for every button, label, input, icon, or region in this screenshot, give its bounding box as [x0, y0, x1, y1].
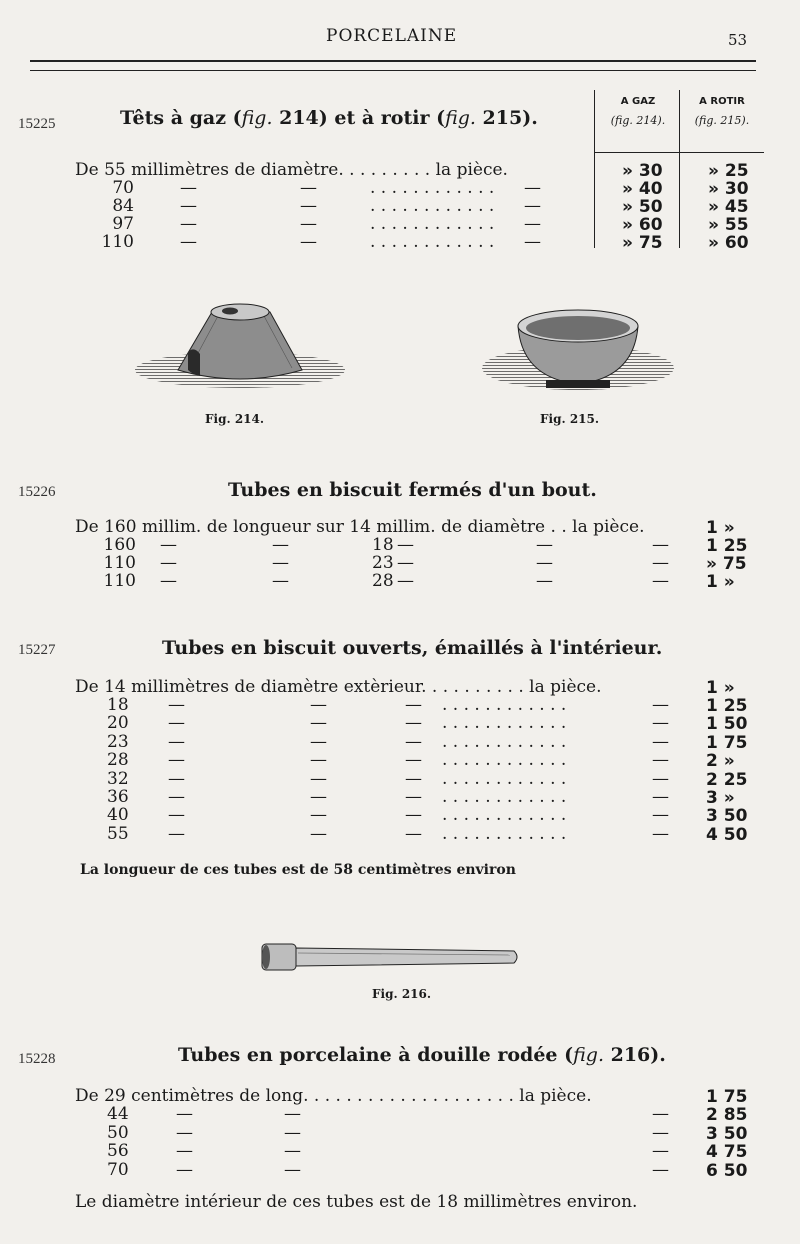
leader-dots: . . . . . . . . . . . . — [370, 196, 495, 216]
size-value: 18 — [107, 695, 129, 715]
size-value: 23 — [107, 731, 129, 752]
reference-number: 15228 — [18, 1051, 56, 1067]
figure-caption: Fig. 214. — [205, 412, 265, 426]
header-rule — [30, 60, 756, 62]
section-note: La longueur de ces tubes est de 58 centimètres environ — [80, 862, 516, 878]
size-value: 70 — [107, 1159, 129, 1180]
size-value: 32 — [107, 768, 129, 789]
price: 3 » — [706, 788, 735, 808]
column-rule — [594, 90, 595, 248]
size-value: 36 — [107, 787, 129, 807]
ditto-mark: — — [405, 731, 422, 752]
ditto-mark: — — [652, 750, 669, 771]
size-value: 55 — [107, 823, 129, 844]
ditto-mark: — — [652, 713, 669, 734]
ditto-mark: — — [524, 232, 541, 252]
ditto-mark: — — [310, 695, 327, 715]
page-number: 53 — [728, 31, 748, 49]
column-subheader-gaz: (fig. 214). — [610, 114, 666, 127]
ditto-mark: — — [272, 571, 289, 591]
ditto-mark: — — [310, 731, 327, 752]
price: 2 » — [706, 751, 735, 772]
ditto-mark: — — [300, 214, 317, 234]
price: 2 25 — [706, 769, 748, 790]
ditto-mark: — — [652, 768, 669, 789]
ditto-mark: — — [652, 823, 669, 844]
price-gaz: » 30 — [622, 161, 663, 181]
ditto-mark: — — [405, 787, 422, 807]
ditto-mark: — — [536, 535, 553, 555]
ditto-mark: — — [310, 805, 327, 826]
ditto-mark: — — [652, 805, 669, 826]
ditto-mark: — — [310, 823, 327, 844]
ditto-mark: — — [524, 178, 541, 198]
ditto-mark: — — [168, 750, 185, 771]
price-rotir: » 30 — [708, 179, 749, 199]
price: 4 75 — [706, 1142, 748, 1162]
price: 3 50 — [706, 1123, 748, 1144]
ditto-mark: — — [160, 553, 177, 573]
header-rule-thin — [30, 70, 756, 71]
ditto-mark: — — [310, 713, 327, 734]
leader-dots: . . . . . . . . . . . . — [442, 750, 567, 771]
ditto-mark: — — [180, 196, 197, 216]
leader-dots: . . . . . . . . . . . . — [442, 805, 567, 826]
price: 1 50 — [706, 714, 748, 735]
price: 1 75 — [706, 1087, 748, 1107]
price-gaz: » 75 — [622, 233, 663, 253]
diameter-value: 18 — [372, 535, 394, 555]
list-item: De 14 millimètres de diamètre extèrieur. . . . . . . . . . la pièce. — [75, 677, 602, 697]
ditto-mark: — — [397, 535, 414, 555]
ditto-mark: — — [652, 1141, 669, 1161]
ditto-mark: — — [284, 1122, 301, 1143]
ditto-mark: — — [652, 787, 669, 807]
size-value: 28 — [107, 750, 129, 771]
diameter-value: 28 — [372, 571, 394, 591]
price: » 75 — [706, 554, 747, 574]
size-value: 56 — [107, 1141, 129, 1161]
leader-dots: . . . . . . . . . . . . — [442, 695, 567, 715]
price: 1 75 — [706, 732, 748, 753]
ditto-mark: — — [160, 535, 177, 555]
fig-214-gas-burner-illustration — [130, 290, 350, 402]
ditto-mark: — — [168, 787, 185, 807]
price: 1 25 — [706, 696, 748, 716]
ditto-mark: — — [652, 535, 669, 555]
leader-dots: . . . . . . . . . . . . — [442, 768, 567, 789]
price: 6 50 — [706, 1160, 748, 1181]
leader-dots: . . . . . . . . . . . . — [370, 214, 495, 234]
ditto-mark: — — [168, 805, 185, 826]
size-value: 44 — [107, 1104, 129, 1124]
ditto-mark: — — [168, 713, 185, 734]
price-gaz: » 50 — [622, 197, 663, 217]
length-value: 110 — [103, 571, 136, 591]
ditto-mark: — — [176, 1159, 193, 1180]
size-value: 84 — [112, 196, 134, 216]
size-value: 50 — [107, 1122, 129, 1143]
ditto-mark: — — [397, 553, 414, 573]
price-rotir: » 45 — [708, 197, 749, 217]
ditto-mark: — — [652, 1159, 669, 1180]
ditto-mark: — — [310, 787, 327, 807]
price: 3 50 — [706, 806, 748, 827]
reference-number: 15225 — [18, 116, 56, 132]
column-header-rule — [594, 152, 764, 153]
ditto-mark: — — [300, 232, 317, 252]
ditto-mark: — — [310, 750, 327, 771]
leader-dots: . . . . . . . . . . . . — [370, 178, 495, 198]
list-item: De 160 millim. de longueur sur 14 millim. de diamètre . . la pièce. — [75, 517, 645, 537]
price-gaz: » 40 — [622, 179, 663, 199]
ditto-mark: — — [397, 571, 414, 591]
size-value: 40 — [107, 805, 129, 826]
ditto-mark: — — [652, 1122, 669, 1143]
ditto-mark: — — [180, 178, 197, 198]
price: 1 » — [706, 518, 735, 538]
leader-dots: . . . . . . . . . . . . — [442, 823, 567, 844]
section-note: Le diamètre intérieur de ces tubes est de 18 millimètres environ. — [75, 1192, 638, 1212]
size-value: 97 — [112, 214, 134, 234]
ditto-mark: — — [284, 1159, 301, 1180]
column-subheader-rotir: (fig. 215). — [694, 114, 750, 127]
list-item: De 29 centimètres de long. . . . . . . . . . . . . . . . . . . . la pièce. — [75, 1086, 592, 1106]
ditto-mark: — — [652, 553, 669, 573]
ditto-mark: — — [300, 196, 317, 216]
leader-dots: . . . . . . . . . . . . — [442, 731, 567, 752]
ditto-mark: — — [284, 1104, 301, 1124]
ditto-mark: — — [284, 1141, 301, 1161]
price: 1 25 — [706, 536, 748, 556]
ditto-mark: — — [536, 553, 553, 573]
ditto-mark: — — [176, 1141, 193, 1161]
reference-number: 15227 — [18, 642, 56, 658]
ditto-mark: — — [310, 768, 327, 789]
ditto-mark: — — [180, 232, 197, 252]
size-value: 110 — [101, 232, 134, 252]
price-gaz: » 60 — [622, 215, 663, 235]
column-rule — [679, 90, 680, 248]
size-value: 70 — [112, 178, 134, 198]
ditto-mark: — — [405, 695, 422, 715]
figure-caption: Fig. 216. — [372, 987, 432, 1001]
page-title: PORCELAINE — [326, 26, 458, 46]
section-title: Têts à gaz (fig. 214) et à rotir (fig. 215). — [120, 107, 538, 129]
ditto-mark: — — [168, 695, 185, 715]
ditto-mark: — — [405, 713, 422, 734]
price-rotir: » 60 — [708, 233, 749, 253]
ditto-mark: — — [168, 768, 185, 789]
price: 1 » — [706, 572, 735, 592]
length-value: 110 — [103, 553, 136, 573]
figure-caption: Fig. 215. — [540, 412, 600, 426]
ditto-mark: — — [300, 178, 317, 198]
ditto-mark: — — [652, 731, 669, 752]
ditto-mark: — — [176, 1104, 193, 1124]
list-item: De 55 millimètres de diamètre. . . . . . . . . la pièce. — [75, 160, 508, 180]
ditto-mark: — — [160, 571, 177, 591]
leader-dots: . . . . . . . . . . . . — [370, 232, 495, 252]
section-title: Tubes en biscuit fermés d'un bout. — [228, 479, 597, 501]
ditto-mark: — — [405, 823, 422, 844]
ditto-mark: — — [168, 823, 185, 844]
ditto-mark: — — [405, 805, 422, 826]
fig-215-roasting-dish-illustration — [478, 298, 678, 400]
size-value: 20 — [107, 713, 129, 734]
ditto-mark: — — [176, 1122, 193, 1143]
ditto-mark: — — [180, 214, 197, 234]
price: 4 50 — [706, 824, 748, 845]
price: 1 » — [706, 678, 735, 698]
ditto-mark: — — [652, 571, 669, 591]
price-rotir: » 25 — [708, 161, 749, 181]
ditto-mark: — — [652, 1104, 669, 1124]
length-value: 160 — [103, 535, 136, 555]
ditto-mark: — — [272, 535, 289, 555]
ditto-mark: — — [524, 214, 541, 234]
column-header-gaz: A GAZ — [620, 96, 656, 107]
ditto-mark: — — [272, 553, 289, 573]
price-rotir: » 55 — [708, 215, 749, 235]
section-title: Tubes en biscuit ouverts, émaillés à l'intérieur. — [162, 637, 663, 659]
ditto-mark: — — [168, 731, 185, 752]
diameter-value: 23 — [372, 553, 394, 573]
fig-216-porcelain-tube-illustration — [258, 938, 522, 980]
price: 2 85 — [706, 1105, 748, 1125]
column-header-rotir: A ROTIR — [699, 96, 745, 107]
ditto-mark: — — [652, 695, 669, 715]
ditto-mark: — — [405, 768, 422, 789]
reference-number: 15226 — [18, 484, 56, 500]
leader-dots: . . . . . . . . . . . . — [442, 787, 567, 807]
section-title: Tubes en porcelaine à douille rodée (fig. 216). — [178, 1044, 666, 1066]
ditto-mark: — — [536, 571, 553, 591]
ditto-mark: — — [524, 196, 541, 216]
leader-dots: . . . . . . . . . . . . — [442, 713, 567, 734]
ditto-mark: — — [405, 750, 422, 771]
